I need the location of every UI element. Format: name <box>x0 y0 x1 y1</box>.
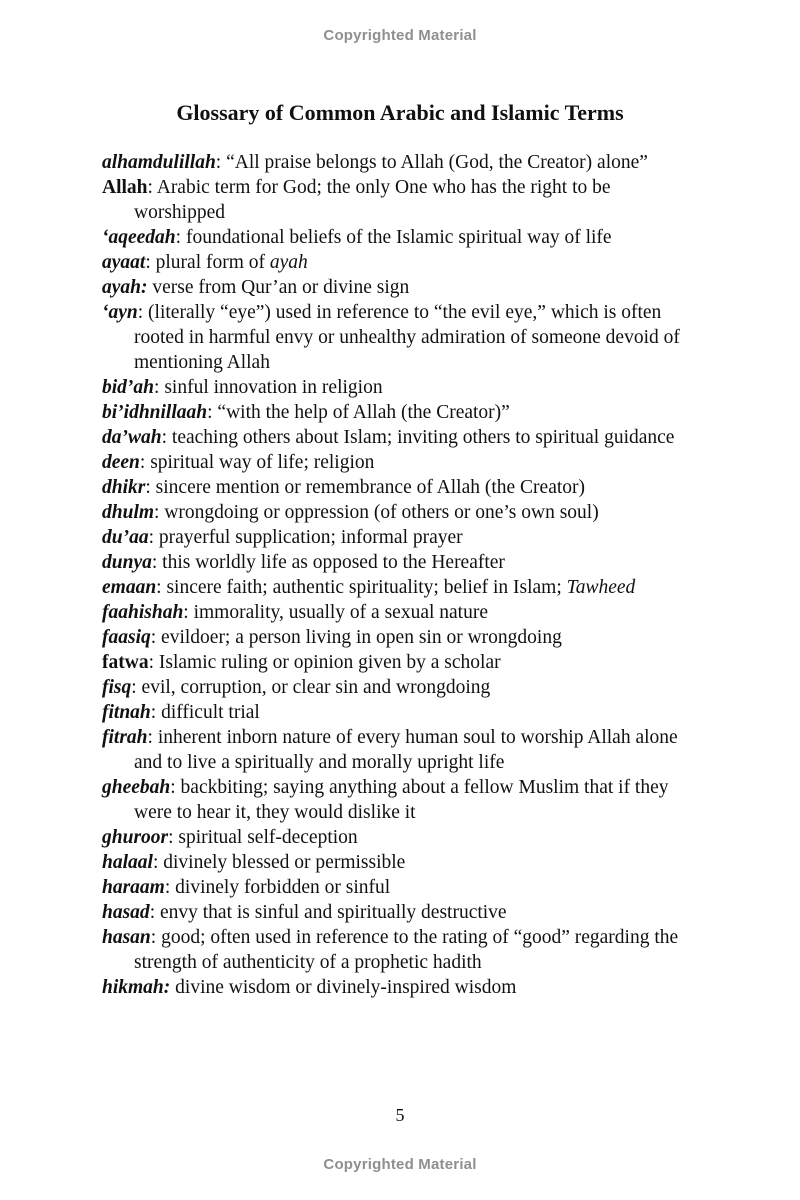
glossary-definition: inherent inborn nature of every human soul to worship Allah alone and to live a spiritually and morally upright life <box>134 727 678 773</box>
glossary-term: haraam <box>102 877 165 898</box>
glossary-definition: wrongdoing or oppression (of others or one’s own soul) <box>164 502 599 523</box>
term-separator: : <box>152 852 164 873</box>
glossary-entry <box>102 525 702 550</box>
glossary-definition: divinely blessed or permissible <box>163 852 406 873</box>
glossary-term: halaal <box>102 852 153 873</box>
term-separator: : <box>207 402 218 423</box>
glossary-entry <box>102 600 702 625</box>
glossary-definition: sincere faith; authentic spirituality; belief in Islam; <box>166 577 567 598</box>
glossary-entry <box>102 450 702 475</box>
copyright-watermark-top: Copyrighted Material <box>323 27 477 44</box>
term-separator: : <box>154 502 165 523</box>
term-separator: : <box>145 252 156 273</box>
glossary-term: du’aa <box>102 527 149 548</box>
glossary-definition: prayerful supplication; informal prayer <box>158 527 463 548</box>
glossary-definition: evil, corruption, or clear sin and wrongdoing <box>141 677 491 698</box>
term-separator: : <box>168 827 179 848</box>
term-separator: : <box>139 452 151 473</box>
glossary-term: faahishah <box>102 602 184 623</box>
glossary-entry <box>102 850 702 875</box>
term-separator: : <box>161 427 172 448</box>
glossary-entry <box>102 625 702 650</box>
glossary-definition: backbiting; saying anything about a fellow Muslim that if they were to hear it, they would dislike it <box>134 777 669 823</box>
glossary-term: emaan <box>102 577 157 598</box>
term-separator: : <box>164 877 176 898</box>
term-separator: : <box>154 377 165 398</box>
term-separator: : <box>151 552 163 573</box>
glossary-term: da’wah <box>102 427 162 448</box>
glossary-definition: Arabic term for God; the only One who has the right to be worshipped <box>134 177 611 223</box>
glossary-term: faasiq <box>102 627 151 648</box>
glossary-definition: spiritual way of life; religion <box>150 452 375 473</box>
term-separator: : <box>148 527 159 548</box>
term-separator: : <box>150 627 162 648</box>
glossary-entry <box>102 425 702 450</box>
glossary-term: ‘ayn <box>102 302 138 323</box>
glossary-term: fitnah <box>102 702 151 723</box>
glossary-entry <box>102 250 702 275</box>
term-separator: : <box>170 777 181 798</box>
glossary-entry <box>102 175 702 225</box>
term-separator: : <box>145 477 156 498</box>
glossary-term: gheebah <box>102 777 171 798</box>
term-separator: : <box>150 927 162 948</box>
glossary-entry <box>102 400 702 425</box>
glossary-term: hasan <box>102 927 151 948</box>
page-title: Glossary of Common Arabic and Islamic Terms <box>176 100 624 125</box>
glossary-entry <box>102 975 702 1000</box>
glossary-entry <box>102 575 702 600</box>
glossary-entry <box>102 725 702 775</box>
glossary-entry <box>102 475 702 500</box>
term-separator: : <box>156 577 167 598</box>
glossary-term: dunya <box>102 552 152 573</box>
term-separator: : <box>137 302 149 323</box>
glossary-term: fitrah <box>102 727 148 748</box>
glossary-definition: “with the help of Allah (the Creator)” <box>217 402 510 423</box>
glossary-entry <box>102 550 702 575</box>
glossary-list <box>102 150 702 1000</box>
glossary-term: ayah: <box>102 277 148 298</box>
glossary-term: dhulm <box>102 502 155 523</box>
glossary-term: fisq <box>102 677 132 698</box>
glossary-term: hasad <box>102 902 150 923</box>
glossary-entry <box>102 700 702 725</box>
glossary-entry <box>102 375 702 400</box>
glossary-entry <box>102 900 702 925</box>
glossary-term: bid’ah <box>102 377 155 398</box>
glossary-entry <box>102 150 702 175</box>
term-separator: : <box>149 902 160 923</box>
glossary-term: Allah <box>102 177 148 198</box>
glossary-entry <box>102 275 702 300</box>
term-separator: : <box>148 652 159 673</box>
glossary-entry <box>102 300 702 375</box>
glossary-term: deen <box>102 452 140 473</box>
glossary-term: alhamdulillah <box>102 152 216 173</box>
glossary-entry <box>102 825 702 850</box>
glossary-definition: envy that is sinful and spiritually destructive <box>159 902 507 923</box>
glossary-definition: “All praise belongs to Allah (God, the Creator) alone” <box>226 152 648 173</box>
glossary-term: bi’idhnillaah <box>102 402 208 423</box>
glossary-definition: teaching others about Islam; inviting others to spiritual guidance <box>171 427 675 448</box>
glossary-term: ghuroor <box>102 827 169 848</box>
term-separator: : <box>215 152 227 173</box>
glossary-entry <box>102 225 702 250</box>
glossary-entry <box>102 650 702 675</box>
glossary-term: hikmah: <box>102 977 171 998</box>
glossary-definition: good; often used in reference to the rating of “good” regarding the strength of authenticity of a prophetic hadith <box>134 927 679 973</box>
term-separator: : <box>150 702 162 723</box>
glossary-definition: immorality, usually of a sexual nature <box>193 602 488 623</box>
glossary-term: ayaat <box>102 252 146 273</box>
glossary-entry <box>102 675 702 700</box>
glossary-term: ‘aqeedah <box>102 227 176 248</box>
glossary-definition: plural form of <box>155 252 270 273</box>
copyright-watermark-bottom: Copyrighted Material <box>323 1156 477 1173</box>
term-separator: : <box>175 227 186 248</box>
glossary-definition: sincere mention or remembrance of Allah (the Creator) <box>155 477 586 498</box>
glossary-entry <box>102 875 702 900</box>
glossary-definition: spiritual self-deception <box>178 827 358 848</box>
glossary-term: fatwa <box>102 652 149 673</box>
glossary-definition-italic: Tawheed <box>566 577 636 598</box>
glossary-definition: sinful innovation in religion <box>164 377 383 398</box>
term-separator: : <box>131 677 142 698</box>
glossary-definition: this worldly life as opposed to the Hereafter <box>162 552 505 573</box>
glossary-definition: divine wisdom or divinely-inspired wisdom <box>175 977 517 998</box>
glossary-term: dhikr <box>102 477 146 498</box>
glossary-definition: (literally “eye”) used in reference to “the evil eye,” which is often rooted in harmful envy or unhealthy admiration of someone devoid of mentioning Allah <box>134 302 680 373</box>
glossary-definition: divinely forbidden or sinful <box>175 877 391 898</box>
glossary-definition-italic: ayah <box>269 252 308 273</box>
glossary-entry <box>102 775 702 825</box>
glossary-definition: foundational beliefs of the Islamic spiritual way of life <box>185 227 612 248</box>
term-separator: : <box>147 177 157 198</box>
glossary-definition: evildoer; a person living in open sin or wrongdoing <box>161 627 562 648</box>
term-separator: : <box>147 727 158 748</box>
glossary-entry <box>102 500 702 525</box>
term-separator: : <box>183 602 194 623</box>
glossary-definition: verse from Qur’an or divine sign <box>152 277 410 298</box>
page-number: 5 <box>395 1105 405 1125</box>
glossary-definition: Islamic ruling or opinion given by a scholar <box>158 652 501 673</box>
glossary-entry <box>102 925 702 975</box>
glossary-definition: difficult trial <box>161 702 260 723</box>
